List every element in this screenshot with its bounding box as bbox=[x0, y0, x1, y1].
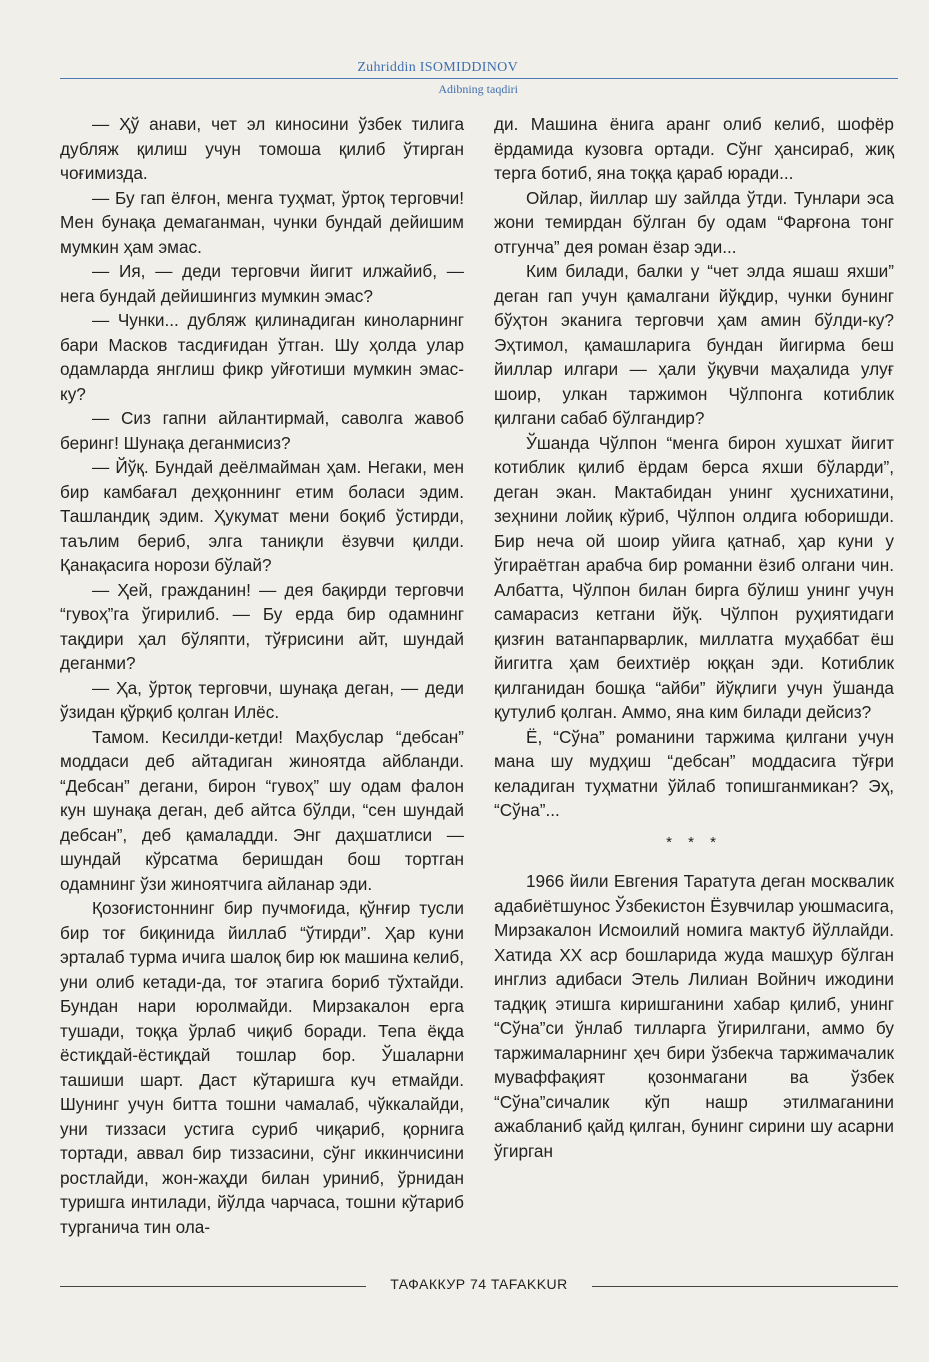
paragraph: — Сиз гапни айлантирмай, саволга жавоб беринг! Шунақа деганмисиз? bbox=[60, 408, 464, 453]
paragraph: — Ҳа, ўртоқ терговчи, шунақа деган, — деди ўзидан қўрқиб қолган Илёс. bbox=[60, 677, 464, 722]
paragraph: Қозоғистоннинг бир пучмоғида, қўнғир тусли бир тоғ биқинида йиллаб “ўтирди”. Ҳар куни эрталаб турма ичига шалоқ бир юк машина келиб, уни олиб кетади-да, тоғ этагига бориб тўхтайди. Бундан нари юролмайди. Мирзакалон ерга тушади, тоққа ўрлаб чиқиб боради. Тепа ёқда ёстиқдай-ёстиқдай тошлар бор. Ўшаларни ташиши шарт. Даст кўтаришга куч етмайди. Шунинг учун битта тошни чамалаб, чўккалайди, уни тиззаси устига суриб чиқариб, қорнига тортади, аввал бир тиззасини, сўнг иккинчисини ростлайди, жон-жаҳди билан уриниб, ўрнидан туришга интилади, йўлда чарчаса, тошни кўтариб турганича тин ола- bbox=[60, 898, 464, 1237]
page-footer bbox=[60, 1276, 898, 1298]
paragraph: — Бу гап ёлғон, менга туҳмат, ўртоқ терговчи! Мен бунақа демаганман, чунки бундай дейишим мумкин ҳам эмас. bbox=[60, 187, 464, 257]
paragraph: 1966 йили Евгения Таратута деган москвалик адабиётшунос Ўзбекистон Ёзувчилар уюшмасига, Мирзакалон Исмоилий номига мактуб йўллайди. Хатида XX аср бошларида жуда машҳур бўлган инглиз адибаси Этель Лилиан Войнич ижодини тадқиқ этишга киришганини хабар қилиб, унинг “Сўна”си ўнлаб тилларга ўгирилгани, аммо бу таржималарнинг ҳеч бири ўзбекча таржимачалик муваффақият қозонмагани ва ўзбек “Сўна”сичалик кўп нашр этилмаганини ажабланиб қайд қилган, бунинг сирини шу асарни ўгирган bbox=[494, 871, 894, 1161]
paragraph: Ойлар, йиллар шу зайлда ўтди. Тунлари эса жони темирдан бўлган бу одам “Фарғона тонг отгунча” дея роман ёзар эди... bbox=[494, 187, 894, 257]
footer-rule-left bbox=[60, 1286, 366, 1287]
section-separator: * * * bbox=[666, 833, 722, 851]
paragraph: Ўшанда Чўлпон “менга бирон хушхат йигит котиблик қилиб ёрдам берса яхши бўларди”, деган экан. Мактабидан унинг ҳуснихатини, зеҳнини лойиқ кўриб, Чўлпон олдига юборишди. Бир неча ой шоир уйига қатнаб, ҳар куни у ўгираётган арабча бир романни ёзиб олгани чин. Албатта, Чўлпон билан бирга бўлиш унинг учун самарасиз кетгани йўқ. Чўлпон руҳиятидаги қизғин ватанпарварлик, миллатга муҳаббат ёш йигитга ҳам беихтиёр юққан эди. Котиблик қилганидан бошқа “айби” йўқлиги учун ўшанда қутулиб қолган. Аммо, яна ким билади дейсиз? bbox=[494, 432, 894, 722]
paragraph: Ким билади, балки у “чет элда яшаш яхши” деган гап учун қамалгани йўқдир, чунки бунинг бўҳтон эканига терговчи ҳам амин бўлди-ку? Эҳтимол, қамашларига бундан йигирма беш йиллар илгари — ҳали ўқувчи маҳалида улуғ шоир, улкан таржимон Чўлпонга котиблик қилгани сабаб бўлгандир? bbox=[494, 261, 894, 428]
paragraph: ди. Машина ёнига аранг олиб келиб, шофёр ёрдамида кузовга ортади. Сўнг ҳансираб, жиқ терга ботиб, яна тоққа қараб юради... bbox=[494, 114, 894, 183]
header-subtitle: Adibning taqdiri bbox=[438, 82, 518, 96]
footer-text: ТАФАККУР 74 TAFAKKUR bbox=[390, 1276, 568, 1292]
running-header bbox=[60, 58, 898, 108]
paragraph: — Йўқ. Бундай деёлмайман ҳам. Негаки, мен бир камбағал деҳқоннинг етим боласи эдим. Ташландиқ эдим. Ҳукумат мени боқиб ўстирди, таълим бериб, элга таниқли ёзувчи қилди. Қанақасига норози бўлай? bbox=[60, 457, 464, 575]
header-rule bbox=[60, 78, 898, 79]
left-column bbox=[60, 112, 464, 1239]
paragraph: — Ия, — деди терговчи йигит илжайиб, — нега бундай дейишингиз мумкин эмас? bbox=[60, 261, 464, 306]
footer-rule-right bbox=[592, 1286, 898, 1287]
paragraph: Тамом. Кесилди-кетди! Маҳбуслар “дебсан” моддаси деб айтадиган жиноятда айбланди. “Дебсан” дегани, бирон “гувоҳ” шу одам фалон кун шунақа деган, деб айтса бўлди, “сен шундай дебсан”, деб қамаладди. Энг даҳшатлиси — шундай кўрсатма беришдан бош тортган одамнинг ўзи жиноятчига айланар эди. bbox=[60, 726, 464, 894]
right-column bbox=[494, 112, 894, 1163]
paragraph: — Чунки... дубляж қилинадиган кинoларнинг бари Масков тасдиғидан ўтган. Шу ҳолда улар одамларда янглиш фикр уйғотиши мумкин эмас-ку? bbox=[60, 310, 464, 404]
paragraph: Ё, “Сўна” романини таржима қилгани учун мана шу мудҳиш “дебсан” моддасига тўғри келадиган туҳматни ўйлаб топишганмикан? Эҳ, “Сўна”... bbox=[494, 726, 894, 820]
header-author: Zuhriddin ISOMIDDINOV bbox=[357, 60, 518, 75]
paragraph: — Ҳей, гражданин! — дея бақирди терговчи “гувоҳ”га ўгирилиб. — Бу ерда бир одамнинг тақдири ҳал бўляпти, тўғрисини айт, шундай деганми? bbox=[60, 579, 464, 673]
paragraph: — Ҳў анави, чет эл киносини ўзбек тилига дубляж қилиш учун томоша қилиб ўтирган чоғимизда. bbox=[60, 114, 464, 183]
